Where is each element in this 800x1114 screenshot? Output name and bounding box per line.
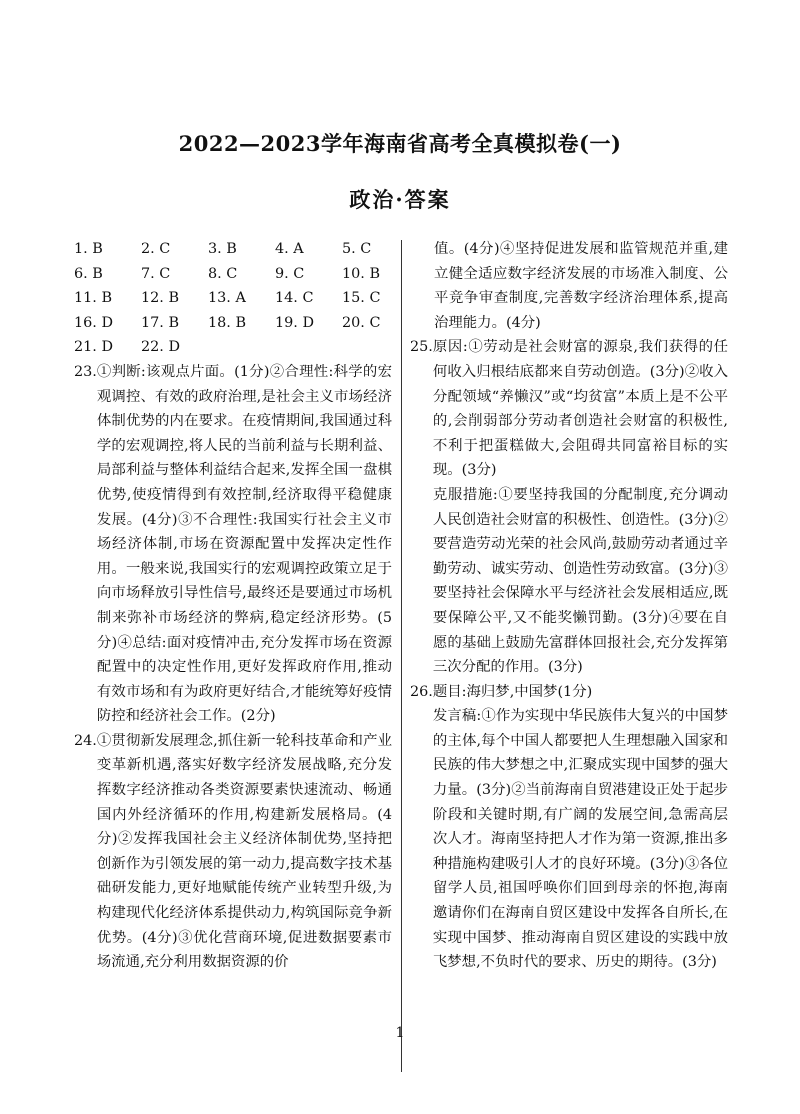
multiple-choice-answers bbox=[74, 237, 392, 360]
answer-item: 16. D bbox=[74, 314, 113, 331]
answer-item: 14. C bbox=[275, 290, 314, 307]
answer-item: 3. B bbox=[208, 241, 237, 257]
answer-row bbox=[74, 335, 392, 360]
answer-item: 9. C bbox=[275, 265, 305, 282]
answer-item: 17. B bbox=[141, 314, 180, 331]
document-title: 2022—2023学年海南省高考全真模拟卷(一) bbox=[178, 131, 622, 156]
answer-item: 20. C bbox=[342, 314, 381, 331]
answer-item: 19. D bbox=[275, 314, 314, 331]
answer-reason: 原因:①劳动是社会财富的源泉,我们获得的任何收入归根结底都来自劳动创造。(3分)②收入分配领域“养懒汉”或“均贫富”本质上是不公平的,会削弱部分劳动者创造社会财富的积极性,不利于把蛋糕做大,会阻碍共同富裕目标的实现。(3分) bbox=[432, 339, 728, 479]
question-26-answer bbox=[410, 680, 728, 975]
answer-measures: 克服措施:①要坚持我国的分配制度,充分调动人民创造社会财富的积极性、创造性。(3分)②要营造劳动光荣的社会风尚,鼓励劳动者通过辛勤劳动、诚实劳动、创造性劳动致富。(3分)③要坚持社会保障水平与经济社会发展相适应,既要保障公平,又不能奖懒罚勤。(3分)④要在自愿的基础上鼓励先富群体回报社会,充分发挥第三次分配的作用。(3分) bbox=[432, 486, 728, 676]
answer-item: 7. C bbox=[141, 265, 171, 282]
answer-item: 11. B bbox=[74, 290, 113, 307]
question-25-answer bbox=[410, 335, 728, 679]
answer-item: 8. C bbox=[208, 265, 238, 282]
answer-item: 6. B bbox=[74, 265, 103, 282]
answer-text: ①贯彻新发展理念,抓住新一轮科技革命和产业变革新机遇,落实好数字经济发展战略,充分发挥数字经济推动各类资源要素快速流动、畅通国内外经济循环的作用,构建新发展格局。(4分)②发挥我国社会主义经济体制优势,坚持把创新作为引领发展的第一动力,提高数字技术基础研发能力,更好地赋能传统产业转型升级,为构建现代化经济体系提供动力,构筑国际竞争新优势。(4分)③优化营商环境,促进数据要素市场流通,充分利用数据资源的价 bbox=[96, 732, 392, 971]
answer-item: 10. B bbox=[342, 265, 381, 282]
page-number: 1 bbox=[395, 1025, 405, 1041]
left-column bbox=[74, 237, 392, 975]
answer-item: 15. C bbox=[342, 290, 381, 307]
answer-item: 1. B bbox=[74, 241, 103, 257]
question-24-continued: 值。(4分)④坚持促进发展和监管规范并重,建立健全适应数字经济发展的市场准入制度、公平竞争审查制度,完善数字经济治理体系,提高治理能力。(4分) bbox=[434, 241, 728, 331]
question-number: 26. bbox=[410, 683, 433, 700]
answer-row bbox=[74, 286, 392, 311]
answer-item: 12. B bbox=[141, 290, 180, 307]
answer-item: 21. D bbox=[74, 339, 113, 356]
answer-item: 18. B bbox=[208, 314, 247, 331]
answer-item: 4. A bbox=[275, 241, 304, 257]
answer-topic: 题目:海归梦,中国梦(1分) bbox=[432, 683, 593, 700]
question-number: 25. bbox=[410, 339, 433, 356]
right-column bbox=[410, 237, 728, 975]
answer-item: 22. D bbox=[141, 339, 180, 356]
question-number: 23. bbox=[74, 363, 97, 380]
answer-row bbox=[74, 311, 392, 336]
question-24-answer bbox=[74, 729, 392, 975]
question-number: 24. bbox=[74, 732, 97, 749]
answer-row bbox=[74, 262, 392, 287]
column-divider bbox=[401, 240, 402, 1072]
answer-text: ①判断:该观点片面。(1分)②合理性:科学的宏观调控、有效的政府治理,是社会主义市场经济体制优势的内在要求。在疫情期间,我国通过科学的宏观调控,将人民的当前利益与长期利益、局部利益与整体利益结合起来,发挥全国一盘棋优势,使疫情得到有效控制,经济取得平稳健康发展。(4分)③不合理性:我国实行社会主义市场经济体制,市场在资源配置中发挥决定性作用。一般来说,我国实行的宏观调控政策立足于向市场释放引导性信号,最终还是要通过市场机制来弥补市场经济的弊病,稳定经济形势。(5分)④总结:面对疫情冲击,充分发挥市场在资源配置中的决定性作用,更好发挥政府作用,推动有效市场和有为政府更好结合,才能统筹好疫情防控和经济社会工作。(2分) bbox=[96, 363, 392, 725]
document-subtitle: 政治·答案 bbox=[349, 187, 451, 212]
question-23-answer bbox=[74, 360, 392, 729]
answer-item: 13. A bbox=[208, 290, 246, 307]
answer-item: 5. C bbox=[342, 241, 372, 257]
answer-speech: 发言稿:①作为实现中华民族伟大复兴的中国梦的主体,每个中国人都要把人生理想融入国家和民族的伟大梦想之中,汇聚成实现中国梦的强大力量。(3分)②当前海南自贸港建设正处于起步阶段和关键时期,有广阔的发展空间,急需高层次人才。海南坚持把人才作为第一资源,推出多种措施构建吸引人才的良好环境。(3分)③各位留学人员,祖国呼唤你们回到母亲的怀抱,海南邀请你们在海南自贸区建设中发挥各自所长,在实现中国梦、推动海南自贸区建设的实践中放飞梦想,不负时代的要求、历史的期待。(3分) bbox=[432, 708, 728, 971]
answer-row bbox=[74, 237, 392, 262]
answer-item: 2. C bbox=[141, 241, 171, 257]
